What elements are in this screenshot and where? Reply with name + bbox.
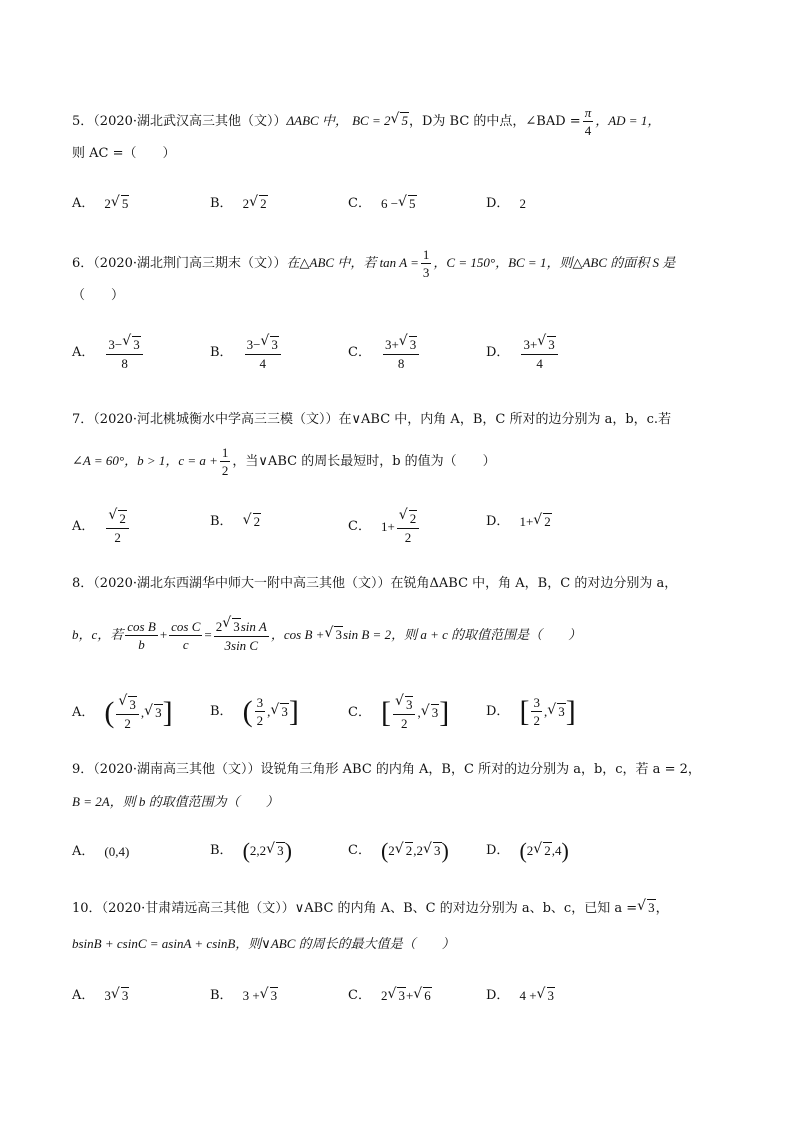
q7-text-c: ，当∨ABC 的周长最短时，b 的值为（ ） [232, 454, 496, 469]
q9-option-d[interactable]: D． ( 2 √ 2 , 4 ) [486, 840, 569, 862]
q6-text-b: ，C = 150°，BC = 1，则△ABC 的面积 S 是 [433, 255, 676, 270]
q5-frac-pi4: $\frac{\pi}{4}$ [584, 105, 592, 138]
q8-line2: b，c，若 $\frac{\text{cos B}}{b}$ + $\frac{\text{cos C}}{c}$ = $\frac{\text{2√ 3sin A}}{\text{3sin C}}$ ，cos B + √ 3 sin B = 2，则 a + c 的取值范围是（ ） [72, 618, 581, 652]
q8-frac-cosC: $\frac{\text{cos C}}{c}$ [171, 618, 201, 652]
q5-text-d: ，AD = 1， [595, 113, 661, 128]
q8-text-d: sin B = 2，则 a + c 的取值范围是（ ） [342, 627, 582, 642]
q5-sqrt5: √ 5 [391, 111, 409, 131]
q9-option-a[interactable]: A． (0,4) [72, 844, 130, 859]
q7-option-c[interactable]: C． 1 + √ $\frac{2}{2}$ [348, 510, 421, 544]
q8-number: 8 [72, 576, 81, 591]
q8-text-a: 在锐角ΔABC 中，角 A，B，C 的对边分别为 a， [390, 576, 678, 591]
q6-line2: （ ） [72, 288, 125, 303]
q10-source: （2020·甘肃靖远高三其他（文）） [101, 901, 295, 916]
q7-text-b: ∠A = 60°，b > 1，c = a + [72, 453, 218, 468]
q8-frac-cosB: $\frac{\text{cos B}}{b}$ [127, 618, 156, 652]
q6-text-a: 在△ABC 中，若 tan A = [286, 255, 419, 270]
q8-option-d[interactable]: D． [ $\frac{3}{2}$ , √ 3 ] [486, 696, 576, 727]
q5-option-a[interactable]: A． 2 √ 5 [72, 194, 129, 214]
q10-option-a[interactable]: A． 3 √ 3 [72, 986, 129, 1006]
q6-source: （2020·湖北荆门高三期末（文）） [93, 256, 287, 271]
q7-frac-1-2: $\frac{1}{2}$ [221, 445, 229, 478]
q5-text-a: ΔABC 中， [286, 113, 348, 128]
q9-line1: 9．（2020·湖南高三其他（文））设锐角三角形 ABC 的内角 A，B，C 所对的边分别为 a，b，c，若 a = 2， [72, 762, 701, 777]
q10-number: 10 [72, 901, 89, 916]
q5-option-c[interactable]: C． 6 − √ 5 [348, 194, 417, 214]
q8-option-a[interactable]: A． ( √ $\frac{3}{2}$ , √ 3 ] [72, 696, 173, 730]
q9-source: （2020·湖南高三其他（文）） [93, 762, 261, 777]
q6-option-d[interactable]: D． $\frac{3+√ 3}{4}$ [486, 336, 560, 370]
q10-line1: 10．（2020·甘肃靖远高三其他（文））∨ABC 的内角 A、B、C 的对边分别为 a、b、c，已知 a =√ 3， [72, 898, 669, 919]
q6-option-b[interactable]: B． $\frac{3-√ 3}{4}$ [210, 336, 283, 370]
q8-source: （2020·湖北东西湖华中师大一附中高三其他（文）） [93, 576, 391, 591]
q9-line2: B = 2A，则 b 的取值范围为（ ） [72, 794, 279, 809]
q8-sqrt3: √ 3 [325, 625, 343, 645]
q6-option-a[interactable]: A． $\frac{3-√ 3}{8}$ [72, 336, 145, 370]
q7-option-d[interactable]: D． 1 + √ 2 [486, 512, 552, 532]
q5-option-d[interactable]: D． 2 [486, 196, 526, 211]
q7-text-a: 在∨ABC 中，内角 A，B，C 所对的边分别为 a，b，c.若 [338, 412, 672, 427]
q5-line1: 5．（2020·湖北武汉高三其他（文））ΔABC 中， BC = 2√ 5，D为 BC 的中点，∠BAD = $\frac{\pi}{4}$ ，AD = 1， [72, 106, 660, 137]
q7-line1: 7．（2020·河北桃城衡水中学高三三模（文））在∨ABC 中，内角 A，B，C 所对的边分别为 a，b，c.若 [72, 412, 672, 427]
q8-text-b: b，c，若 [72, 627, 124, 642]
q10-sqrt3: √ 3 [638, 898, 656, 918]
q8-frac-rhs: $\frac{\text{2√ 3sin A}}{\text{3sin C}}$ [214, 618, 269, 652]
q10-option-b[interactable]: B． 3 + √ 3 [210, 986, 278, 1006]
q8-option-b[interactable]: B． ( $\frac{3}{2}$ , √ 3 ] [210, 696, 299, 727]
q10-option-c[interactable]: C． 2 √ 3 + √ 6 [348, 986, 432, 1006]
q10-line2: bsinB + csinC = asinA + csinB，则∨ABC 的周长的最大值是（ ） [72, 936, 455, 951]
q5-text-b: BC = 2 [352, 113, 391, 128]
q6-number: 6 [72, 256, 81, 271]
q5-option-b[interactable]: B． 2 √ 2 [210, 194, 268, 214]
q10-option-d[interactable]: D． 4 + √ 3 [486, 986, 555, 1006]
q8-option-c[interactable]: C． [ √ $\frac{3}{2}$ , √ 3 ] [348, 696, 449, 730]
q7-option-b[interactable]: B． √ 2 [210, 512, 261, 532]
q8-text-c: ，cos B + [270, 627, 325, 642]
q7-source: （2020·河北桃城衡水中学高三三模（文）） [93, 412, 339, 427]
q5-text-c: ，D为 BC 的中点，∠BAD = [408, 114, 581, 129]
q9-option-b[interactable]: B． ( 2 , 2 √ 3 ) [210, 840, 292, 862]
q7-option-a[interactable]: A． √ $\frac{2}{2}$ [72, 510, 131, 544]
q6-line1: 6．（2020·湖北荆门高三期末（文））在△ABC 中，若 tan A = $\frac{1}{3}$ ，C = 150°，BC = 1，则△ABC 的面积 S 是 [72, 247, 676, 280]
q5-number: 5 [72, 114, 81, 129]
q8-line1: 8．（2020·湖北东西湖华中师大一附中高三其他（文））在锐角ΔABC 中，角 A，B，C 的对边分别为 a， [72, 576, 678, 591]
q9-number: 9 [72, 762, 81, 777]
q5-line2: 则 AC =（ ） [72, 146, 176, 161]
q10-text-a: ∨ABC 的内角 A、B、C 的对边分别为 a、b、c，已知 a = [294, 901, 638, 916]
q6-option-c[interactable]: C． $\frac{3+√ 3}{8}$ [348, 336, 421, 370]
q9-option-c[interactable]: C． ( 2 √ 2 , 2 √ 3 ) [348, 840, 449, 862]
q7-line2 [72, 446, 496, 477]
q6-frac-1-3: $\frac{1}{3}$ [422, 247, 430, 280]
q9-text-a: 设锐角三角形 ABC 的内角 A，B，C 所对的边分别为 a，b，c，若 a = 2， [260, 762, 701, 777]
q7-number: 7 [72, 412, 81, 427]
q5-source: （2020·湖北武汉高三其他（文）） [93, 114, 287, 129]
